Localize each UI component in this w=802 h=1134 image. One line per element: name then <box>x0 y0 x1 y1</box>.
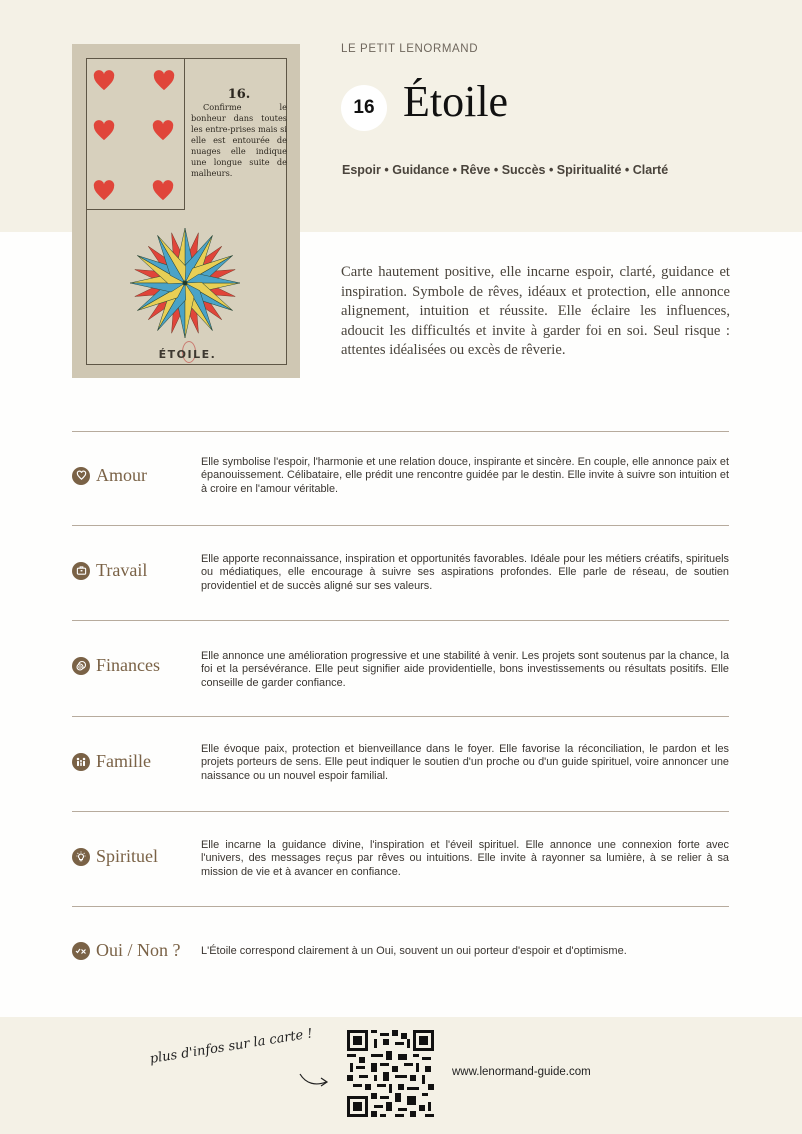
card-number-badge: 16 <box>341 85 387 131</box>
section-label: Finances <box>96 655 160 675</box>
section-heading <box>72 560 147 581</box>
heart-pip-icon <box>93 120 115 142</box>
section-famille <box>72 717 729 812</box>
card-caption: ÉTOILE. <box>158 348 217 361</box>
family-icon <box>72 753 90 771</box>
lightbulb-icon <box>72 848 90 866</box>
heart-pip-icon <box>93 180 115 202</box>
heart-icon <box>72 467 90 485</box>
card-number: 16. <box>227 87 251 102</box>
qr-code-icon[interactable] <box>347 1030 434 1117</box>
card-summary: Carte hautement positive, elle incarne espoir, clarté, guidance et inspiration. Symbole de rêves, idéaux et protection, elle annonce alignement, intuition et réussite. Elle éclaire les influences, adoucit les difficultés et invite à garder foi en soi. Seul risque : attentes idéalisées ou excès de rêverie. <box>341 264 730 358</box>
check-cross-icon <box>72 942 90 960</box>
section-heading <box>72 655 160 676</box>
section-finances <box>72 621 729 716</box>
page-title: Étoile <box>403 77 509 126</box>
section-heading <box>72 846 158 867</box>
section-text: Elle symbolise l'espoir, l'harmonie et une relation douce, inspirante et sincère. En couple, elle annonce paix et épanouissement. Célibataire, elle prédit une rencontre guidée par le destin. Elle invite à suivre son intuition et à croire en l'amour véritable. <box>201 456 729 495</box>
card-verse-block <box>191 89 287 179</box>
section-heading <box>72 465 147 486</box>
section-label: Amour <box>96 465 147 485</box>
series-label: LE PETIT LENORMAND <box>341 43 479 55</box>
section-travail <box>72 526 729 621</box>
section-label: Spirituel <box>96 846 158 866</box>
card-verse: Confirme le bonheur dans toutes les entre-prises mais si elle est entourée de nuages elle indique une longue suite de malheurs. <box>191 102 287 178</box>
section-text: Elle annonce une amélioration progressive et une stabilité à venir. Les projets sont soutenus par la chance, la foi et la persévérance. Elle peut signifier aide providentielle, bons investissements ou résultats positifs. Elle conseille de garder confiance. <box>201 650 729 689</box>
keywords: Espoir • Guidance • Rêve • Succès • Spiritualité • Clarté <box>342 163 669 177</box>
section-spirituel <box>72 812 729 907</box>
heart-pip-icon <box>153 70 175 92</box>
heart-pip-icon <box>93 70 115 92</box>
yes-no-label: Oui / Non ? <box>96 940 181 960</box>
briefcase-icon <box>72 562 90 580</box>
arrow-icon <box>298 1070 330 1090</box>
card-frame <box>86 58 287 365</box>
heart-pip-icon <box>152 180 174 202</box>
card-pips <box>87 59 185 210</box>
star-illustration-icon <box>129 227 241 339</box>
heart-pip-icon <box>152 120 174 142</box>
yes-no-text: L'Étoile correspond clairement à un Oui, souvent un oui porteur d'espoir et d'optimisme. <box>201 945 627 957</box>
coins-icon <box>72 657 90 675</box>
card-image <box>72 44 300 378</box>
section-amour <box>72 432 729 527</box>
section-text: Elle incarne la guidance divine, l'inspiration et l'éveil spirituel. Elle annonce une connexion forte avec l'univers, des messages reçus par rêves ou intuitions. Elle invite à rayonner sa lumière, à se relier à sa mission de vie et à avancer en confiance. <box>201 839 729 878</box>
section-text: Elle évoque paix, protection et bienveillance dans le foyer. Elle favorise la réconciliation, le pardon et les projets porteurs de sens. Elle peut indiquer le soutien d'un proche ou d'un guide spirituel, voire annoncer une naissance ou un nouvel espoir familial. <box>201 743 729 782</box>
footer-note: plus d'infos sur la carte ! <box>148 1026 314 1067</box>
website-link[interactable]: www.lenormand-guide.com <box>452 1066 591 1078</box>
yes-no-heading <box>72 940 181 961</box>
section-label: Travail <box>96 560 148 580</box>
section-label: Famille <box>96 751 151 771</box>
section-heading <box>72 751 151 772</box>
section-text: Elle apporte reconnaissance, inspiration et opportunités favorables. Idéale pour les métiers créatifs, spirituels ou médiatiques, elle encourage à suivre ses aspirations profondes. Elle parle de réseau, de soutien providentiel et de succès aligné sur ses valeurs. <box>201 553 729 592</box>
